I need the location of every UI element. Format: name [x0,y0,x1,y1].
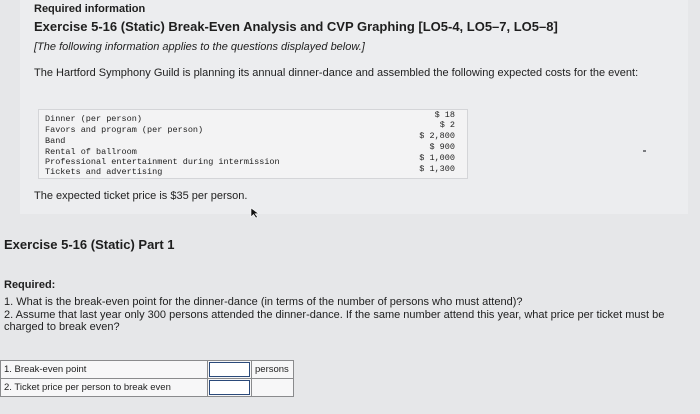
exercise-title: Exercise 5-16 (Static) Break-Even Analysis and CVP Graphing [LO5-4, LO5–7, LO5–8] [34,19,558,34]
cost-label: Band [45,136,66,146]
cost-value: $ 1,300 [419,164,455,174]
info-note: [The following information applies to the questions displayed below.] [34,41,365,53]
part-title: Exercise 5-16 (Static) Part 1 [4,237,175,252]
question-1: 1. What is the break-even point for the dinner-dance (in terms of the number of persons who must attend)? [4,296,523,308]
answer-row [1,379,294,397]
divider-mark [643,150,646,152]
cost-value: $ 900 [429,142,455,152]
required-label: Required: [4,279,56,291]
answer-label: 1. Break-even point [1,361,208,379]
answer-input-cell [208,379,252,397]
required-information-heading: Required information [34,3,146,15]
cost-label: Dinner (per person) [45,114,142,124]
answer-label: 2. Ticket price per person to break even [1,379,208,397]
answer-unit: persons [252,361,294,379]
cost-label: Professional entertainment during intermission [45,157,280,167]
cost-value: $ 1,000 [419,153,455,163]
cost-table [38,109,468,179]
cost-label: Favors and program (per person) [45,125,204,135]
cost-value: $ 18 [434,110,455,120]
answer-table [0,360,294,397]
question-2: 2. Assume that last year only 300 persons attended the dinner-dance. If the same number attend this year, what price per ticket must be charged to break even? [4,309,665,333]
answer-row [1,361,294,379]
ticket-price-input[interactable] [209,380,250,395]
cost-label: Rental of ballroom [45,147,137,157]
answer-unit [252,379,294,397]
intro-text: The Hartford Symphony Guild is planning its annual dinner-dance and assembled the following expected costs for the event: [34,67,639,79]
break-even-point-input[interactable] [209,362,250,377]
answer-input-cell [208,361,252,379]
mouse-cursor-icon [250,207,260,219]
cost-label: Tickets and advertising [45,167,163,177]
ticket-price-text: The expected ticket price is $35 per person. [34,190,248,202]
cost-value: $ 2,800 [419,131,455,141]
cost-value: $ 2 [439,120,455,130]
